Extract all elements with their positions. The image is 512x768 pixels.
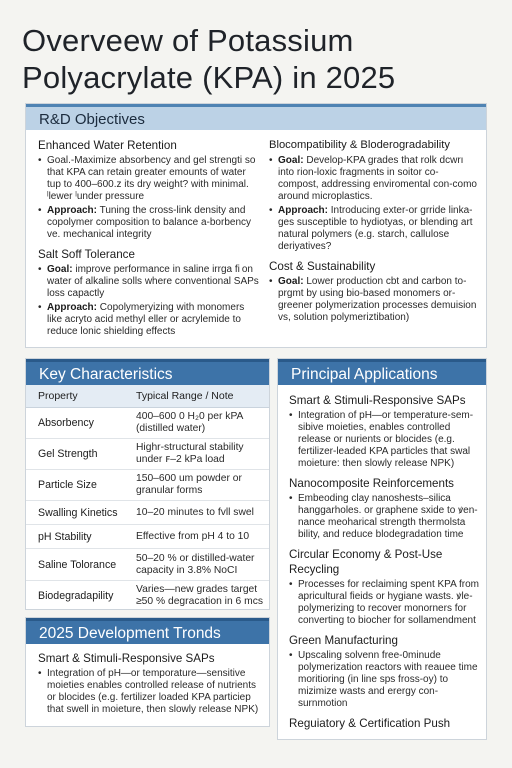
trends-heading: Smart & Stimuli-Responsive SAPs — [38, 652, 215, 665]
table-row — [26, 470, 269, 501]
note-cell: 400–600 0 H₂0 per kPA (distilled water) — [124, 408, 269, 439]
development-trends-section — [25, 617, 270, 727]
rd-bullet: • Approach: Introducing exter-or grride linka-ges susceptible to hydiotyas, or blending art natural polymers (e.g. starch, callulose deriyatives? — [269, 205, 479, 253]
trend-bullet: • Integration of pH—or temporature—sensitive moieties enables controlled release of nutrients or blocides (e.g. fertilizer loaded KPA particie​p that swell in moieture, then slowly release NPK) — [38, 668, 264, 716]
rd-bullet: • Approach: Copolymeryizing with monomers like acryto acid methyl eller or acrylemide to reduce lonic shielding effects — [38, 302, 260, 338]
key-characteristics-header: Key Characteristics — [26, 359, 269, 385]
note-cell: Varies—new grades target ≥50 % degracation in 6 mcs — [124, 581, 269, 611]
rd-bullet: • Goal.-Maximize absorbency and gel strengti so that KPA can retain greater emounts of water tup to 400–600.z its dry weight? with minimal. ˡlewer ˡunder pressure — [38, 155, 260, 203]
rd-goal-water-retention — [38, 138, 260, 241]
development-trends-header: 2025 Development Tronds — [26, 618, 269, 644]
table-row — [26, 439, 269, 470]
rd-objectives-header: R&D Objectives — [26, 104, 486, 130]
rd-goal-cost — [269, 259, 479, 324]
application-bullet: • Upscaling solvenn free-0minude polymerization reactors with reauee time moritioring (in line sps fross-oy) to mizimize wasts and erergy con-surnmotion — [289, 650, 482, 710]
rd-bullet: • Goal: Develop-KPA grades that rolk dcwrı into rion-loxic fragments in soitor co-compost, addressing enviromental con-como around microplastics. — [269, 155, 479, 203]
table-row — [26, 525, 269, 549]
property-cell: Saline Tolorance — [26, 549, 124, 581]
application-bullet: • Integration of pH—or temperature-sem-sibive moieties, enables controlled release or nurients or blocides (e.g. fertilizer-leaded KPA particles that swal moieture: then slowly release NPK) — [289, 410, 482, 470]
application-heading: Nanocomposite Reinforcements — [289, 477, 454, 490]
property-cell: Absorbency — [26, 408, 124, 439]
note-cell: 10–20 minutes to fvll swel — [124, 501, 269, 525]
note-cell: 150–600 um powder or granular forms — [124, 470, 269, 501]
rd-bullet: • Approach: Tuning the cross-link density and copolymer composition to balance a-borbency ve. mechanical integrity — [38, 205, 260, 241]
application-heading: Reguiatory & Certification Push — [289, 717, 451, 730]
rd-objectives-section — [25, 103, 487, 348]
application-heading: Green Manufacturing — [289, 634, 398, 647]
rd-right-column — [269, 138, 479, 324]
rd-goal-salt-tolerance — [38, 247, 260, 338]
property-cell: Particle Size — [26, 470, 124, 501]
rd-heading: Enhanced Water Retention — [38, 139, 177, 152]
principal-applications-section — [277, 358, 487, 740]
column-header-range: Typical Range / Note — [124, 385, 269, 408]
note-cell: Highr-structural stability under ꜰ–2 kPa load — [124, 439, 269, 470]
page-title: Overveew of Potassium Polyacrylate (KPA) in 2025 — [22, 23, 396, 95]
property-cell: pH Stability — [26, 525, 124, 549]
characteristics-table — [26, 385, 269, 610]
application-heading: Smart & Stimuli-Responsive SAPs — [289, 394, 466, 407]
application-group — [289, 716, 482, 731]
table-header-row — [26, 385, 269, 408]
applications-body — [289, 393, 482, 731]
rd-goal-biocompatibility — [269, 138, 479, 253]
rd-left-column — [38, 138, 260, 338]
application-group — [289, 633, 482, 710]
application-heading: Circular Economy & Post-Use Recycling — [289, 548, 443, 576]
application-bullet: • Processes for reclaiming spent KPA from apricultural fieids or hygiane wasts. ꝟle-polymerizing to recover monorners for converting to biocher for sollamendment — [289, 579, 482, 627]
rd-heading: Salt Soff Tolerance — [38, 248, 135, 261]
table-row — [26, 581, 269, 611]
trends-body — [38, 651, 264, 716]
column-header-property: Property — [26, 385, 124, 408]
rd-heading: Blocompatibility & Bloderogradability — [269, 139, 450, 151]
application-bullet: • Embeoding clay nanoshests–silica hanggarholes. or graphene sxide to ꝟen-nance meoharical strength thermolsta bility, and reduce blodegradation time — [289, 493, 482, 541]
property-cell: Gel Strength — [26, 439, 124, 470]
application-group — [289, 476, 482, 541]
rd-heading: Cost & Sustainability — [269, 260, 376, 273]
table-row — [26, 408, 269, 439]
rd-bullet: • Goal: improve performance in saline irrga fi on water of alkaline solls where conventional SAPs loss capactly — [38, 264, 260, 300]
note-cell: 50–20 % or distilled-water capacity in 3.8% NoCI — [124, 549, 269, 581]
table-row — [26, 501, 269, 525]
property-cell: Swalling Kinetics — [26, 501, 124, 525]
principal-applications-header: Principal Applications — [278, 359, 486, 385]
key-characteristics-section — [25, 358, 270, 610]
application-group — [289, 547, 482, 627]
note-cell: Effective from pH 4 to 10 — [124, 525, 269, 549]
table-row — [26, 549, 269, 581]
rd-bullet: • Goal: Lower production cbt and carbon to-prgmt by using bio-based monomers or-greener polymerization processes demuision vs, solution polymeriztibation) — [269, 276, 479, 324]
property-cell: Biodegradapility — [26, 581, 124, 611]
application-group — [289, 393, 482, 470]
